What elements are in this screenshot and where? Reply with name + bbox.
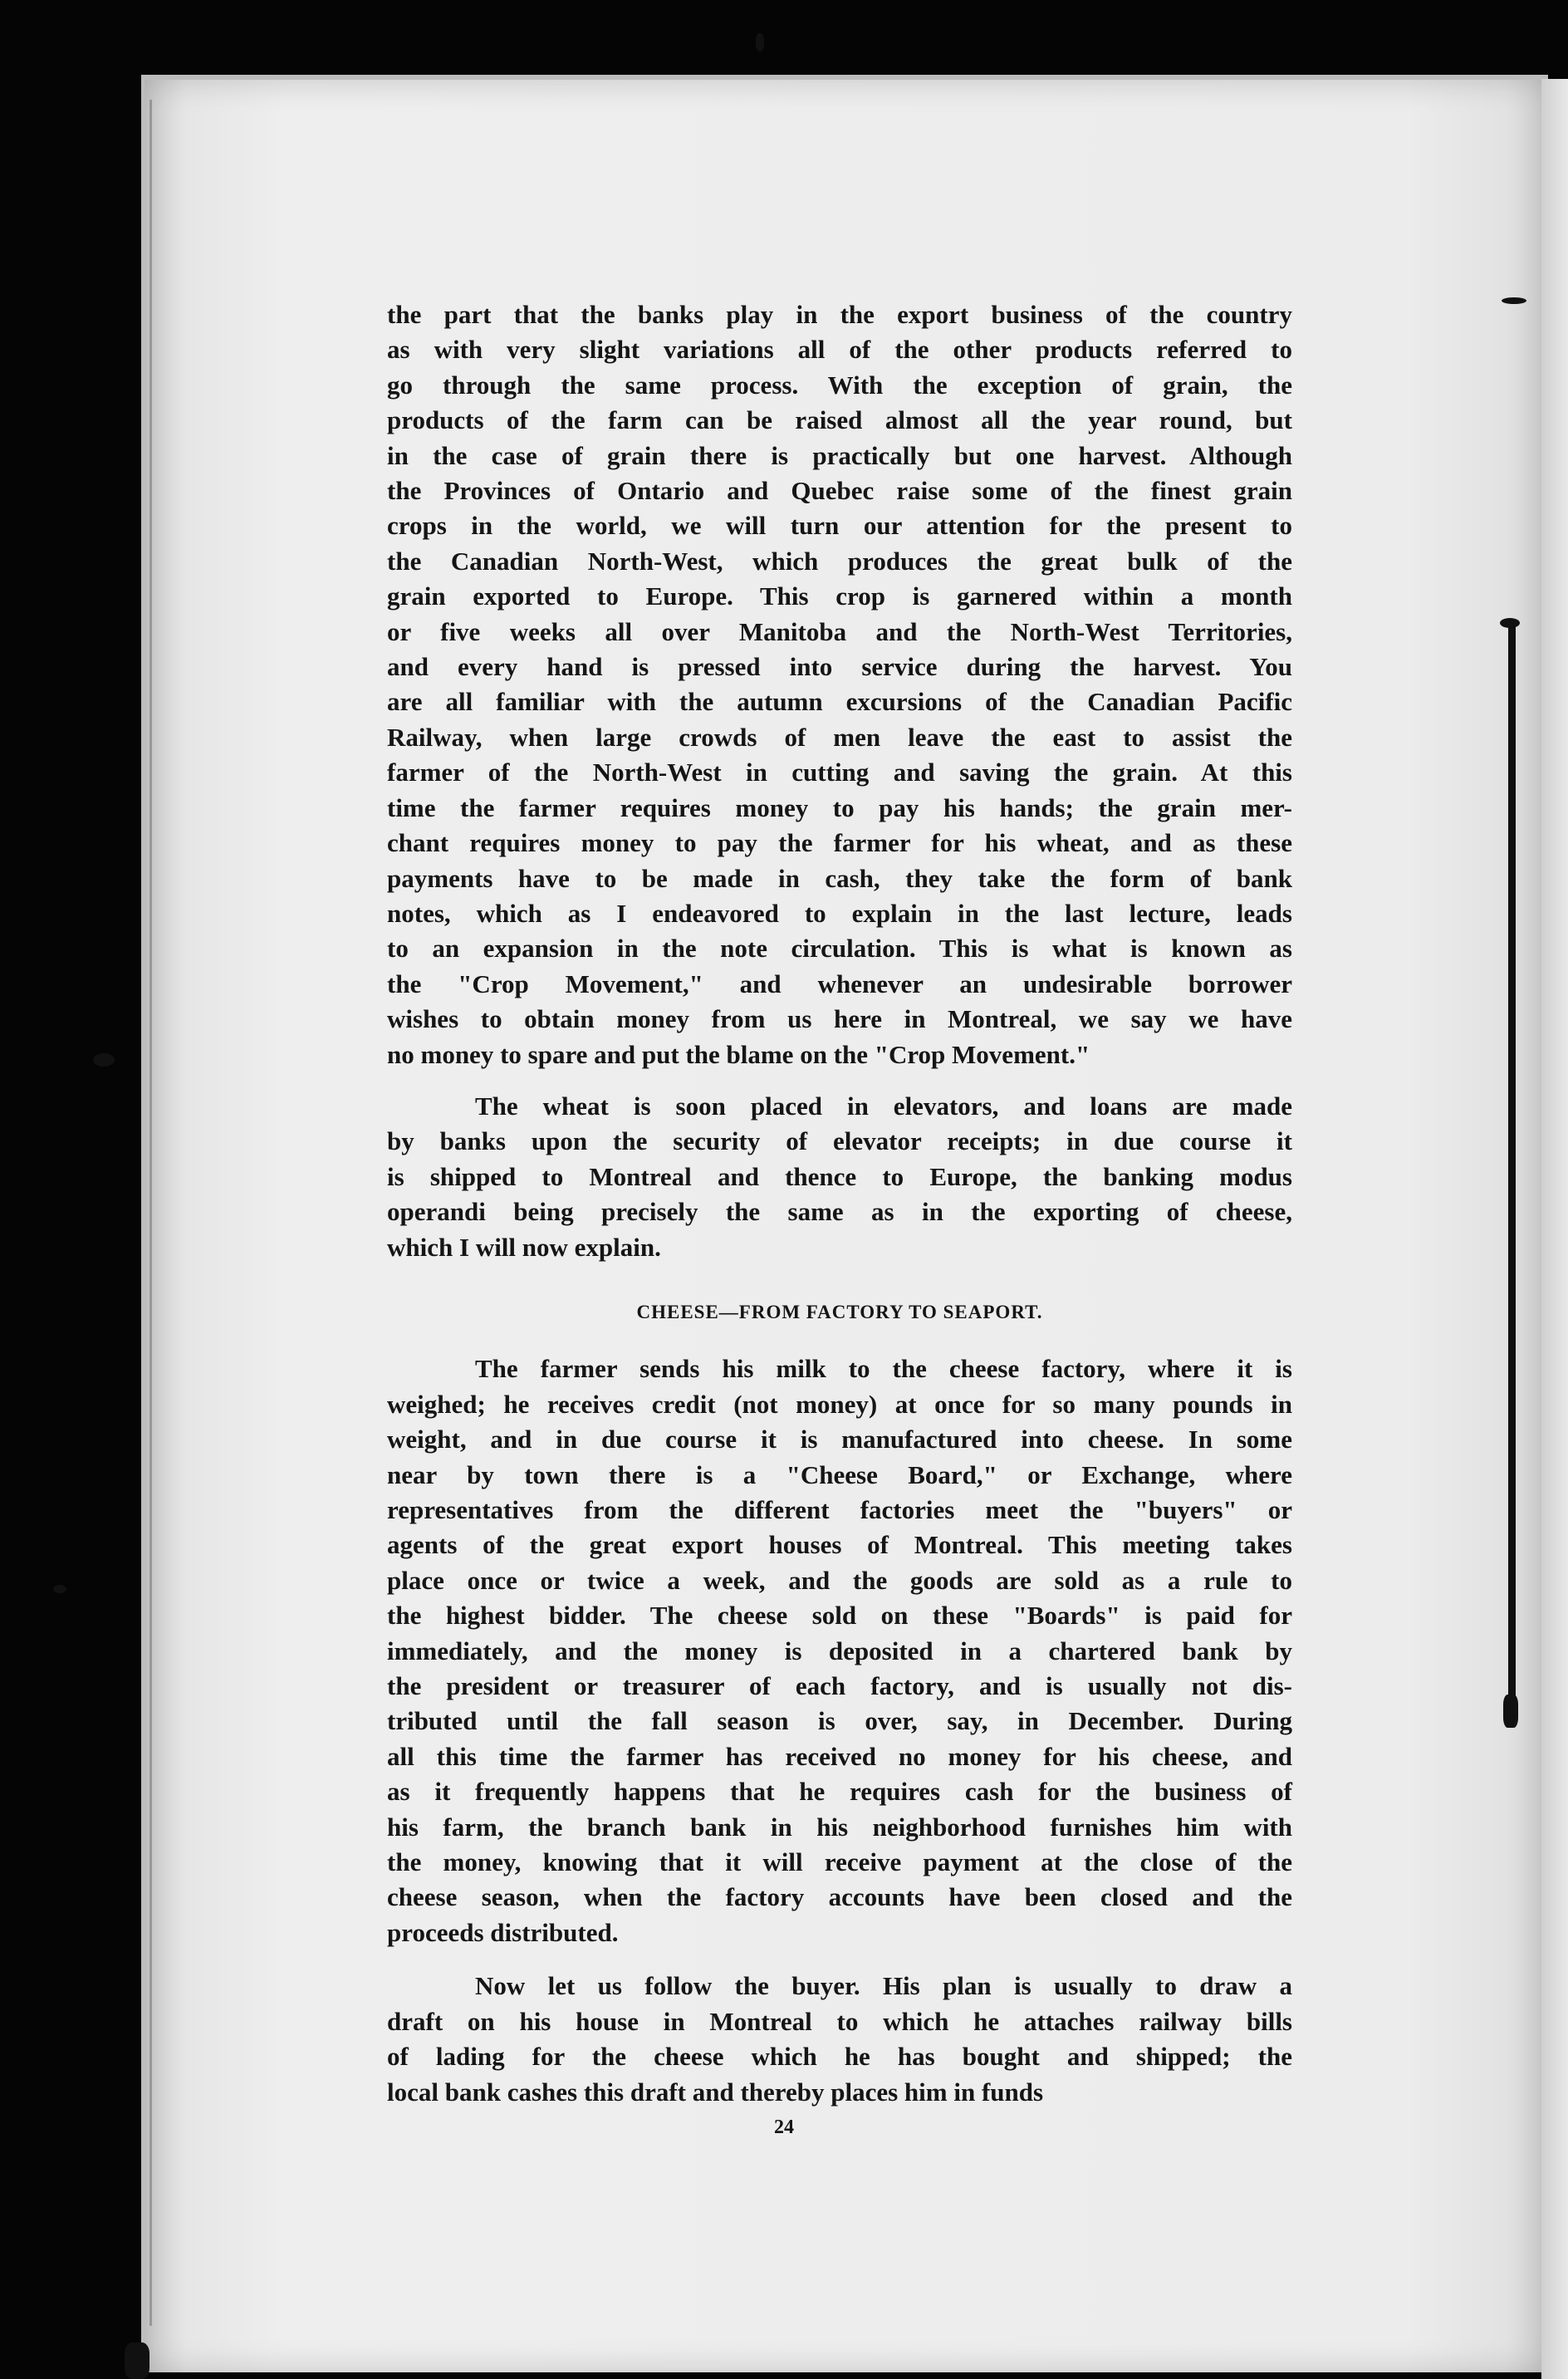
text-line: representatives from the different factories meet the "buyers" or bbox=[387, 1495, 1292, 1524]
text-line: time the farmer requires money to pay his hands; the grain mer- bbox=[387, 792, 1292, 822]
text-line: the president or treasurer of each factory, and is usually not dis- bbox=[387, 1671, 1292, 1701]
text-line: the part that the banks play in the export business of the country bbox=[387, 300, 1292, 329]
scan-blemish bbox=[1503, 1695, 1518, 1728]
scan-blemish bbox=[93, 1053, 115, 1067]
text-line: by banks upon the security of elevator receipts; in due course it bbox=[387, 1126, 1292, 1156]
text-line: which I will now explain. bbox=[387, 1232, 661, 1262]
text-line: to an expansion in the note circulation. This is what is known as bbox=[387, 934, 1292, 964]
text-line: The wheat is soon placed in elevators, and loans are made bbox=[475, 1091, 1292, 1121]
scan-blemish bbox=[53, 1585, 66, 1593]
text-line: Now let us follow the buyer. His plan is usually to draw a bbox=[475, 1971, 1292, 2001]
text-line: no money to spare and put the blame on the "Crop Movement." bbox=[387, 1039, 1090, 1069]
text-line: all this time the farmer has received no money for his cheese, and bbox=[387, 1741, 1292, 1771]
text-line: or five weeks all over Manitoba and the North-West Territories, bbox=[387, 616, 1292, 646]
text-line: notes, which as I endeavored to explain in the last lecture, leads bbox=[387, 898, 1292, 928]
section-heading: CHEESE—FROM FACTORY TO SEAPORT. bbox=[636, 1301, 1043, 1322]
text-line: Railway, when large crowds of men leave the east to assist the bbox=[387, 722, 1292, 752]
text-line: are all familiar with the autumn excursions of the Canadian Pacific bbox=[387, 687, 1292, 717]
text-line: immediately, and the money is deposited in a chartered bank by bbox=[387, 1636, 1292, 1665]
page-number: 24 bbox=[774, 2117, 794, 2138]
text-line: agents of the great export houses of Montreal. This meeting takes bbox=[387, 1530, 1292, 1560]
text-line: the "Crop Movement," and whenever an undesirable borrower bbox=[387, 969, 1292, 998]
text-line: The farmer sends his milk to the cheese factory, where it is bbox=[475, 1354, 1292, 1384]
text-line: of lading for the cheese which he has bought and shipped; the bbox=[387, 2042, 1292, 2072]
text-line: chant requires money to pay the farmer for his wheat, and as these bbox=[387, 828, 1292, 858]
scan-blemish bbox=[1500, 618, 1520, 628]
scan-blemish bbox=[1502, 297, 1526, 304]
text-line: is shipped to Montreal and thence to Europe, the banking modus bbox=[387, 1161, 1292, 1191]
text-line: tributed until the fall season is over, say, in December. During bbox=[387, 1706, 1292, 1736]
right-margin-bar bbox=[1508, 623, 1516, 1711]
paragraph-crop-movement bbox=[387, 297, 1292, 1072]
text-line: in the case of grain there is practically but one harvest. Although bbox=[387, 440, 1292, 470]
scan-blemish bbox=[125, 2342, 149, 2379]
text-line: proceeds distributed. bbox=[387, 1917, 619, 1947]
text-line: cheese season, when the factory accounts have been closed and the bbox=[387, 1882, 1292, 1912]
text-line: operandi being precisely the same as in the exporting of cheese, bbox=[387, 1197, 1292, 1227]
text-line: crops in the world, we will turn our attention for the present to bbox=[387, 511, 1292, 541]
binding-shadow bbox=[149, 100, 152, 2326]
text-line: the Canadian North-West, which produces the great bulk of the bbox=[387, 546, 1292, 576]
text-line: place once or twice a week, and the goods are sold as a rule to bbox=[387, 1565, 1292, 1595]
page-body bbox=[387, 297, 1292, 2110]
text-line: his farm, the branch bank in his neighborhood furnishes him with bbox=[387, 1812, 1292, 1842]
text-line: farmer of the North-West in cutting and saving the grain. At this bbox=[387, 758, 1292, 787]
scan-blemish bbox=[756, 33, 764, 52]
text-line: the Provinces of Ontario and Quebec raise some of the finest grain bbox=[387, 476, 1292, 506]
text-line: draft on his house in Montreal to which he attaches railway bills bbox=[387, 2006, 1292, 2036]
paragraph-wheat-elevators bbox=[387, 1089, 1292, 1265]
text-line: go through the same process. With the exception of grain, the bbox=[387, 370, 1292, 400]
text-line: the money, knowing that it will receive payment at the close of the bbox=[387, 1847, 1292, 1877]
text-line: grain exported to Europe. This crop is garnered within a month bbox=[387, 581, 1292, 611]
text-line: products of the farm can be raised almost all the year round, but bbox=[387, 405, 1292, 435]
text-line: weighed; he receives credit (not money) at once for so many pounds in bbox=[387, 1389, 1292, 1419]
text-line: and every hand is pressed into service during the harvest. You bbox=[387, 652, 1292, 682]
text-line: near by town there is a "Cheese Board," or Exchange, where bbox=[387, 1459, 1292, 1489]
paragraph-cheese-factory bbox=[387, 1351, 1292, 1950]
text-line: payments have to be made in cash, they take the form of bank bbox=[387, 863, 1292, 893]
text-line: local bank cashes this draft and thereby places him in funds bbox=[387, 2077, 1044, 2107]
text-line: as with very slight variations all of the other products referred to bbox=[387, 335, 1292, 365]
text-line: the highest bidder. The cheese sold on these "Boards" is paid for bbox=[387, 1601, 1292, 1631]
text-line: as it frequently happens that he requires cash for the business of bbox=[387, 1777, 1292, 1807]
text-line: weight, and in due course it is manufactured into cheese. In some bbox=[387, 1425, 1292, 1454]
paper-right-edge bbox=[1541, 79, 1568, 2379]
text-line: wishes to obtain money from us here in Montreal, we say we have bbox=[387, 1004, 1292, 1034]
paragraph-follow-buyer bbox=[387, 1969, 1292, 2110]
